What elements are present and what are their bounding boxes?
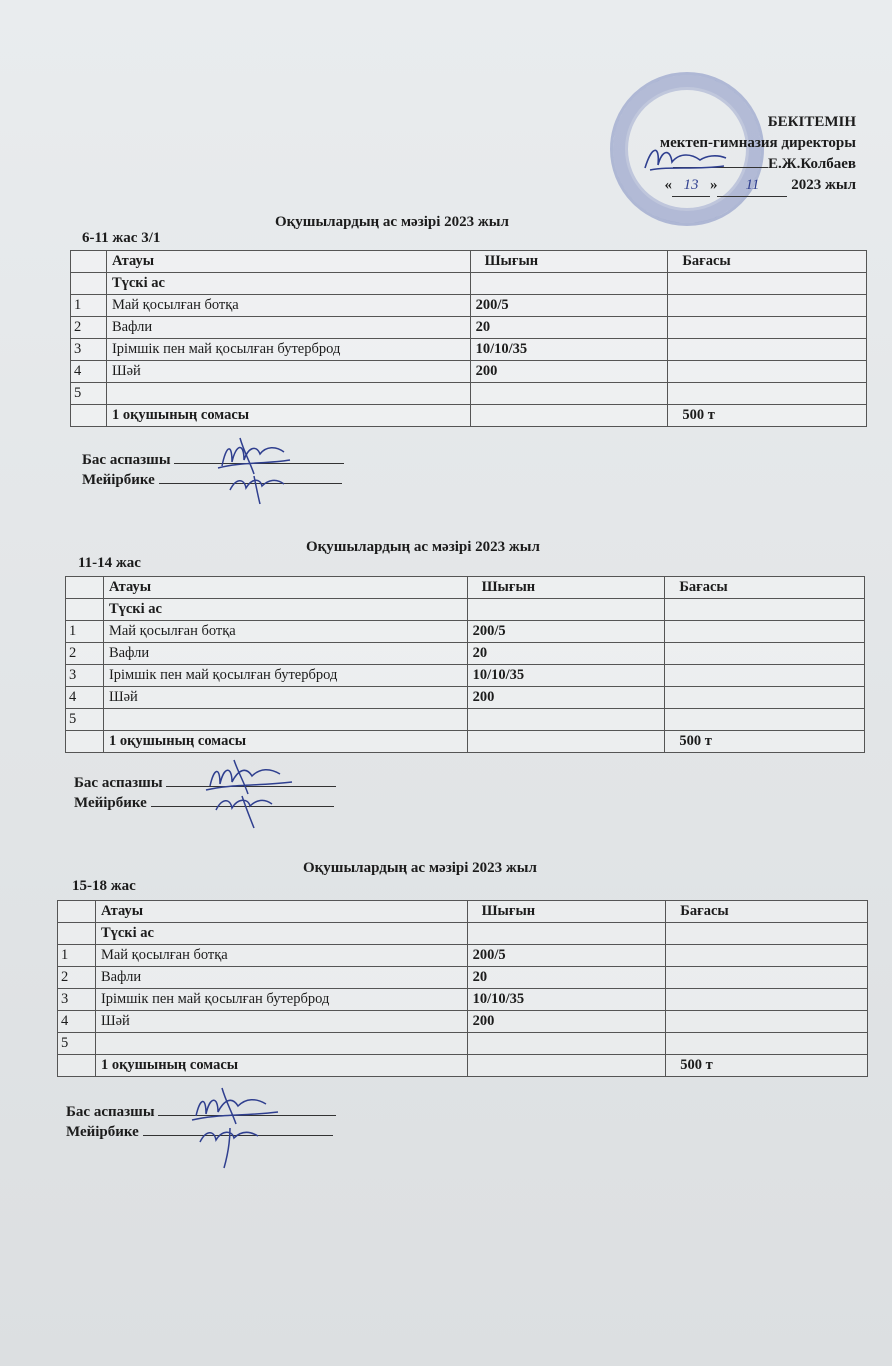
dish-price: [668, 339, 867, 361]
menu-table: [65, 576, 865, 753]
table-row: [71, 295, 867, 317]
row-number: 2: [66, 643, 104, 665]
approval-position: мектеп-гимназия директоры: [659, 135, 856, 151]
dish-name: Май қосылған ботқа: [95, 945, 467, 967]
dish-name: Май қосылған ботқа: [103, 621, 467, 643]
nurse-label: Мейірбике: [82, 472, 155, 488]
row-number: 1: [66, 621, 104, 643]
dish-price: [666, 1033, 868, 1055]
head-cook-signature: [210, 428, 300, 508]
head-cook-signature: [186, 1082, 286, 1172]
age-group-label: 11-14 жас: [78, 555, 141, 571]
dish-amount: 10/10/35: [470, 339, 668, 361]
row-number: 5: [66, 709, 104, 731]
dish-name: Ірімшік пен май қосылған бутерброд: [95, 989, 467, 1011]
row-number: 4: [66, 687, 104, 709]
dish-name: Шәй: [106, 361, 470, 383]
menu-title: Оқушылардың ас мәзірі 2023 жыл: [275, 214, 509, 230]
total-row: [71, 405, 867, 427]
head-cook-label: Бас аспазшы: [74, 775, 163, 791]
nurse-label: Мейірбике: [74, 795, 147, 811]
total-row: [58, 1055, 868, 1077]
dish-price: [665, 709, 865, 731]
table-header-row: [66, 577, 865, 599]
table-row: [66, 621, 865, 643]
director-signature: [640, 140, 730, 180]
approval-title: БЕКІТЕМІН: [767, 114, 856, 130]
dish-amount: 200: [470, 361, 668, 383]
dish-price: [666, 989, 868, 1011]
dish-amount: 200/5: [467, 621, 665, 643]
table-row: [71, 317, 867, 339]
total-price: 500 т: [668, 405, 867, 427]
date-day: 13: [672, 175, 710, 197]
row-number: 3: [58, 989, 96, 1011]
dish-amount: 20: [467, 643, 665, 665]
dish-name: Май қосылған ботқа: [106, 295, 470, 317]
table-row: [58, 1033, 868, 1055]
meal-label: Түскі ас: [103, 599, 467, 621]
header-cell: [58, 901, 96, 923]
table-header-row: [58, 901, 868, 923]
row-number: 3: [71, 339, 107, 361]
dish-name: Вафли: [95, 967, 467, 989]
header-cell: Бағасы: [665, 577, 865, 599]
table-row: [58, 967, 868, 989]
meal-row: [71, 273, 867, 295]
dish-amount: 200/5: [467, 945, 666, 967]
date-month: 11: [717, 175, 787, 197]
menu-table: [70, 250, 867, 427]
age-group-label: 6-11 жас 3/1: [82, 230, 161, 246]
dish-price: [668, 383, 867, 405]
menu-table: [57, 900, 868, 1077]
row-number: 4: [58, 1011, 96, 1033]
header-cell: Шығын: [467, 577, 665, 599]
dish-price: [666, 967, 868, 989]
dish-name: [95, 1033, 467, 1055]
table-row: [66, 687, 865, 709]
row-number: 1: [71, 295, 107, 317]
header-cell: [71, 251, 107, 273]
dish-name: Ірімшік пен май қосылған бутерброд: [106, 339, 470, 361]
dish-name: Ірімшік пен май қосылған бутерброд: [103, 665, 467, 687]
age-group-label: 15-18 жас: [72, 878, 136, 894]
meal-row: [58, 923, 868, 945]
header-cell: [66, 577, 104, 599]
dish-amount: 200: [467, 687, 665, 709]
dish-amount: [470, 383, 668, 405]
menu-title: Оқушылардың ас мәзірі 2023 жыл: [306, 539, 540, 555]
menu-title: Оқушылардың ас мәзірі 2023 жыл: [303, 860, 537, 876]
row-number: 2: [71, 317, 107, 339]
head-cook-label: Бас аспазшы: [82, 452, 171, 468]
dish-price: [665, 621, 865, 643]
row-number: 4: [71, 361, 107, 383]
dish-name: Шәй: [95, 1011, 467, 1033]
dish-name: [103, 709, 467, 731]
header-cell: Бағасы: [666, 901, 868, 923]
head-cook-signature: [200, 752, 300, 832]
total-label: 1 оқушының сомасы: [106, 405, 470, 427]
table-row: [58, 945, 868, 967]
dish-amount: 200/5: [470, 295, 668, 317]
table-row: [71, 361, 867, 383]
head-cook-label: Бас аспазшы: [66, 1104, 155, 1120]
dish-name: [106, 383, 470, 405]
dish-price: [665, 643, 865, 665]
dish-amount: 10/10/35: [467, 665, 665, 687]
table-row: [58, 989, 868, 1011]
table-row: [71, 339, 867, 361]
dish-name: Вафли: [106, 317, 470, 339]
dish-price: [668, 295, 867, 317]
dish-amount: [467, 1033, 666, 1055]
dish-amount: 200: [467, 1011, 666, 1033]
total-label: 1 оқушының сомасы: [95, 1055, 467, 1077]
table-row: [66, 643, 865, 665]
dish-amount: 10/10/35: [467, 989, 666, 1011]
header-cell: Шығын: [470, 251, 668, 273]
dish-amount: 20: [470, 317, 668, 339]
row-number: 2: [58, 967, 96, 989]
date-open-quote: «: [664, 177, 672, 193]
dish-price: [668, 317, 867, 339]
header-cell: Шығын: [467, 901, 666, 923]
row-number: 1: [58, 945, 96, 967]
dish-amount: [467, 709, 665, 731]
total-label: 1 оқушының сомасы: [103, 731, 467, 753]
header-cell: Бағасы: [668, 251, 867, 273]
header-cell: Атауы: [106, 251, 470, 273]
table-row: [66, 665, 865, 687]
total-row: [66, 731, 865, 753]
meal-row: [66, 599, 865, 621]
dish-price: [665, 687, 865, 709]
dish-amount: 20: [467, 967, 666, 989]
row-number: 5: [58, 1033, 96, 1055]
dish-price: [668, 361, 867, 383]
dish-price: [665, 665, 865, 687]
total-price: 500 т: [666, 1055, 868, 1077]
dish-name: Шәй: [103, 687, 467, 709]
table-header-row: [71, 251, 867, 273]
dish-price: [666, 945, 868, 967]
meal-label: Түскі ас: [106, 273, 470, 295]
nurse-label: Мейірбике: [66, 1124, 139, 1140]
header-cell: Атауы: [103, 577, 467, 599]
approval-name: Е.Ж.Колбаев: [768, 156, 856, 172]
table-row: [58, 1011, 868, 1033]
approval-date: « 13 » 11 2023 жыл: [660, 175, 856, 197]
total-price: 500 т: [665, 731, 865, 753]
dish-price: [666, 1011, 868, 1033]
row-number: 3: [66, 665, 104, 687]
row-number: 5: [71, 383, 107, 405]
dish-name: Вафли: [103, 643, 467, 665]
table-row: [71, 383, 867, 405]
table-row: [66, 709, 865, 731]
date-year: 2023 жыл: [791, 177, 856, 193]
meal-label: Түскі ас: [95, 923, 467, 945]
header-cell: Атауы: [95, 901, 467, 923]
